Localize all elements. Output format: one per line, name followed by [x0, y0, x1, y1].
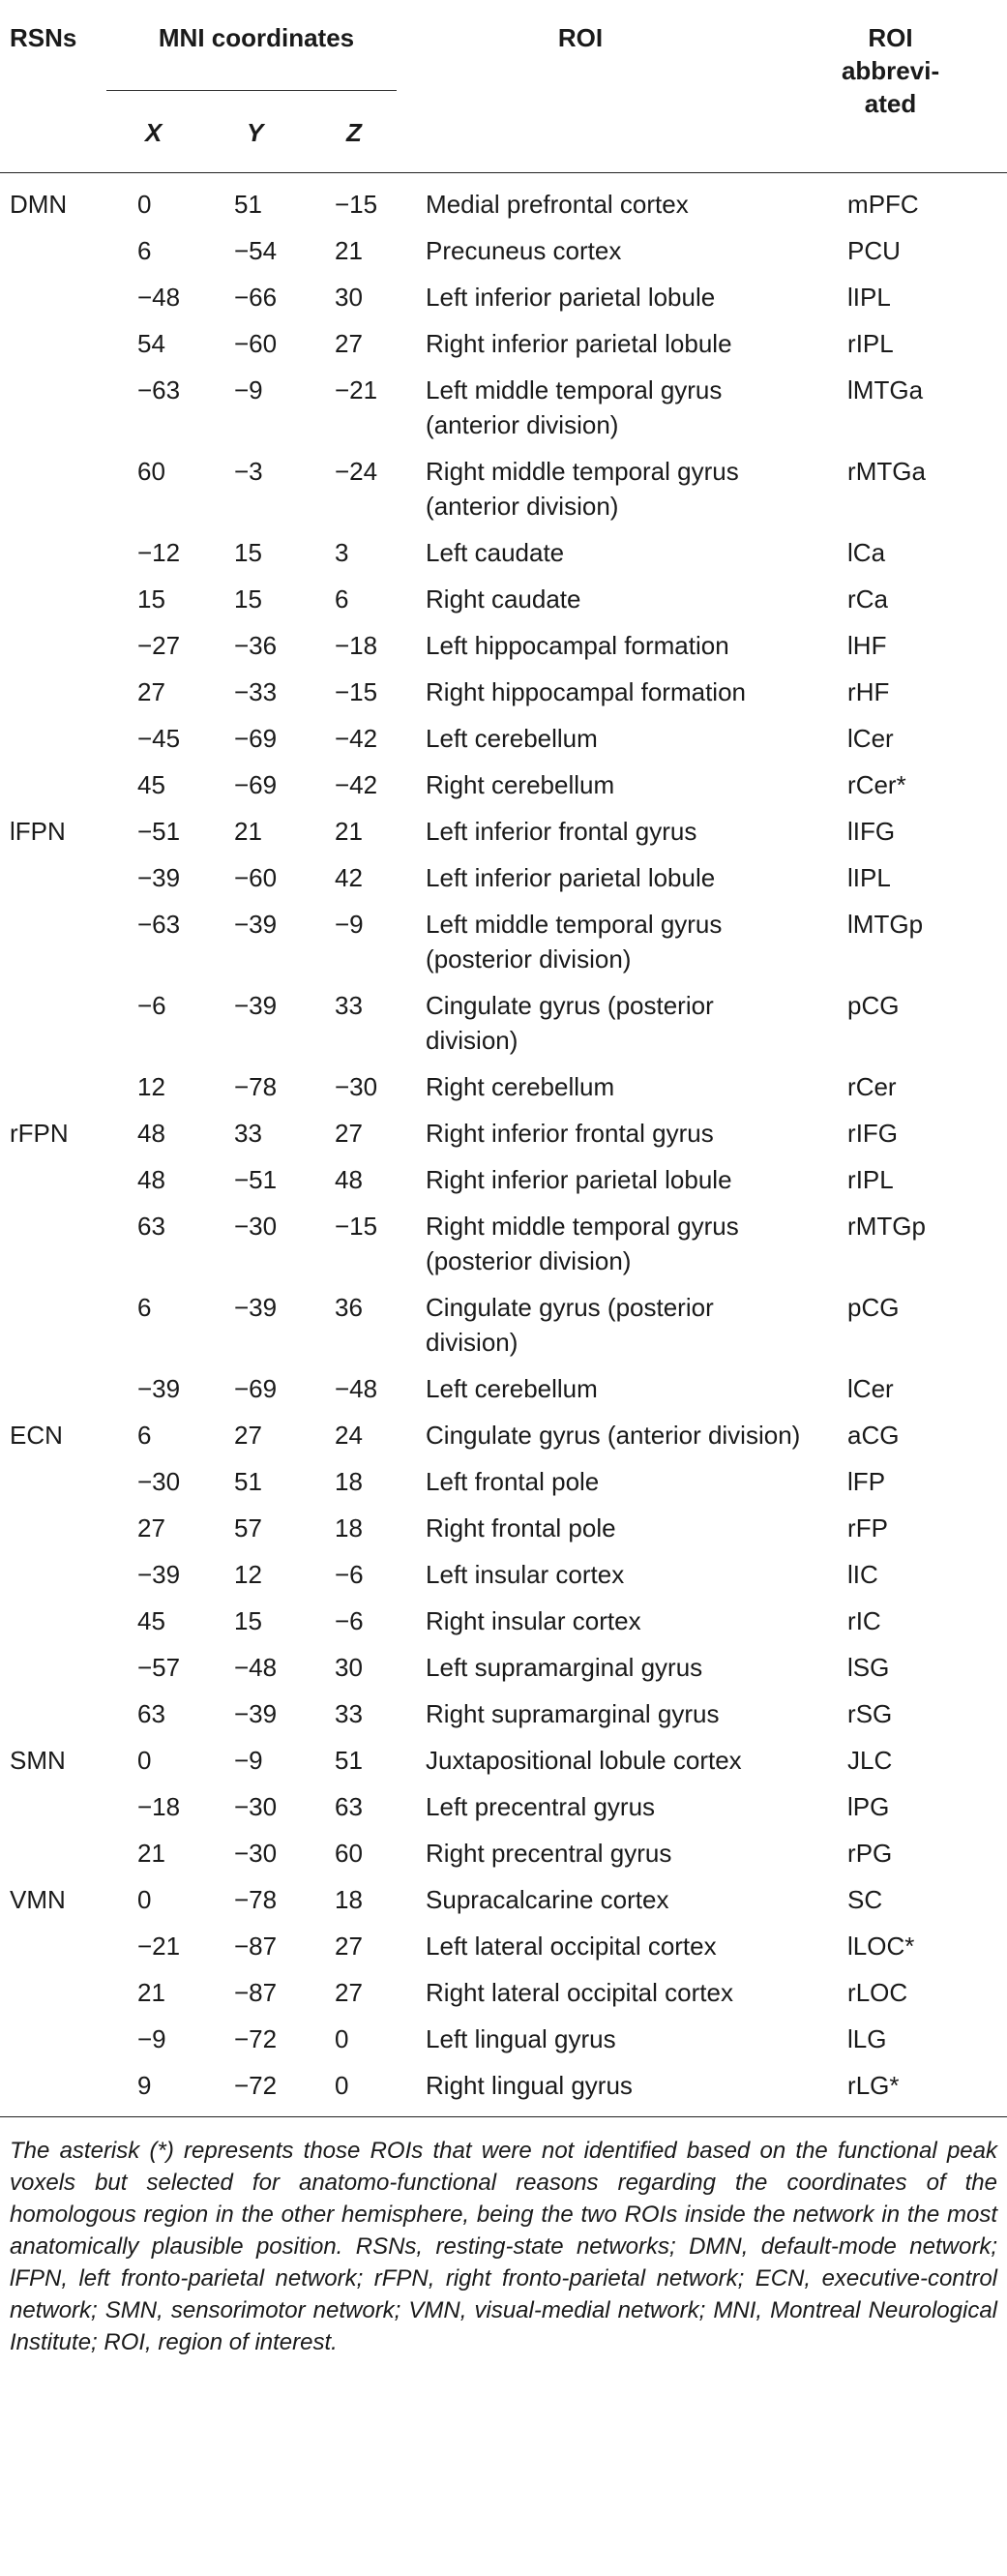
table-row — [0, 1551, 1007, 1598]
y-coordinate-cell: −78 — [234, 1885, 278, 1914]
roi-abbreviation-cell: lIPL — [847, 283, 891, 312]
table-row — [0, 1969, 1007, 2016]
table-row — [0, 854, 1007, 901]
rsn-cell — [0, 367, 106, 448]
header-roi-abbreviated — [813, 8, 1007, 173]
z-coordinate-cell: 24 — [335, 1421, 363, 1450]
table-row — [0, 1203, 1007, 1284]
rsn-cell: ECN — [10, 1421, 63, 1450]
roi-abbreviation-cell: lIPL — [847, 863, 891, 892]
table-row — [0, 2062, 1007, 2109]
header-z: Z — [346, 118, 362, 147]
table-row — [0, 1063, 1007, 1110]
table-row — [0, 1923, 1007, 1969]
y-coordinate-cell: 51 — [234, 1467, 262, 1496]
roi-name-cell: Medial prefrontal cortex — [426, 190, 689, 219]
x-coordinate-cell: 48 — [137, 1165, 165, 1194]
y-coordinate-cell: −9 — [234, 1746, 263, 1775]
roi-name-cell: Right middle temporal gyrus (posterior division) — [426, 1212, 739, 1275]
y-coordinate-cell: −33 — [234, 677, 278, 706]
x-coordinate-cell: −18 — [137, 1792, 181, 1821]
roi-name-cell: Juxtapositional lobule cortex — [426, 1746, 742, 1775]
roi-name-cell: Right hippocampal formation — [426, 677, 746, 706]
table-row — [0, 1598, 1007, 1644]
header-abbr-line1: ROI — [868, 23, 913, 52]
roi-abbreviation-cell: rSG — [847, 1699, 893, 1728]
rsn-cell — [0, 1505, 106, 1551]
table-row — [0, 448, 1007, 529]
rsn-cell — [0, 576, 106, 622]
table-row — [0, 808, 1007, 854]
rsn-cell — [0, 227, 106, 274]
roi-abbreviation-cell: pCG — [847, 1293, 900, 1322]
roi-name-cell: Left frontal pole — [426, 1467, 600, 1496]
header-mni-label: MNI coordinates — [158, 23, 355, 52]
roi-name-cell: Right insular cortex — [426, 1606, 641, 1635]
rsn-cell — [0, 1644, 106, 1691]
y-coordinate-cell: −39 — [234, 991, 278, 1020]
rsn-cell: lFPN — [10, 817, 66, 846]
y-coordinate-cell: −72 — [234, 2024, 278, 2053]
roi-name-cell: Left precentral gyrus — [426, 1792, 656, 1821]
z-coordinate-cell: −6 — [335, 1606, 364, 1635]
x-coordinate-cell: 15 — [137, 584, 165, 614]
z-coordinate-cell: 3 — [335, 538, 349, 567]
rsn-cell — [0, 715, 106, 762]
y-coordinate-cell: −9 — [234, 375, 263, 404]
z-coordinate-cell: 27 — [335, 1978, 363, 2007]
roi-name-cell: Right caudate — [426, 584, 581, 614]
y-coordinate-cell: −36 — [234, 631, 278, 660]
y-coordinate-cell: −39 — [234, 1293, 278, 1322]
roi-name-cell: Left lateral occipital cortex — [426, 1932, 717, 1961]
roi-name-cell: Right precentral gyrus — [426, 1839, 672, 1868]
x-coordinate-cell: 21 — [137, 1978, 165, 2007]
x-coordinate-cell: −48 — [137, 283, 181, 312]
roi-abbreviation-cell: PCU — [847, 236, 901, 265]
rsn-cell — [0, 1156, 106, 1203]
header-y: Y — [247, 118, 264, 147]
x-coordinate-cell: −27 — [137, 631, 181, 660]
y-coordinate-cell: 15 — [234, 538, 262, 567]
roi-abbreviation-cell: lHF — [847, 631, 887, 660]
z-coordinate-cell: 21 — [335, 236, 363, 265]
y-coordinate-cell: −60 — [234, 863, 278, 892]
roi-abbreviation-cell: mPFC — [847, 190, 919, 219]
table-row — [0, 762, 1007, 808]
roi-name-cell: Right supramarginal gyrus — [426, 1699, 720, 1728]
z-coordinate-cell: −24 — [335, 457, 378, 486]
roi-abbreviation-cell: rMTGp — [847, 1212, 926, 1241]
x-coordinate-cell: 63 — [137, 1699, 165, 1728]
header-x: X — [145, 118, 163, 147]
rsn-cell — [0, 448, 106, 529]
x-coordinate-cell: 60 — [137, 457, 165, 486]
roi-abbreviation-cell: JLC — [847, 1746, 893, 1775]
roi-abbreviation-cell: lCer — [847, 724, 894, 753]
y-coordinate-cell: −30 — [234, 1839, 278, 1868]
rsn-cell: DMN — [10, 190, 68, 219]
header-roi: ROI — [557, 23, 604, 52]
x-coordinate-cell: −63 — [137, 375, 181, 404]
rsn-cell — [0, 1365, 106, 1412]
y-coordinate-cell: −3 — [234, 457, 263, 486]
x-coordinate-cell: 6 — [137, 1293, 152, 1322]
z-coordinate-cell: −15 — [335, 677, 378, 706]
x-coordinate-cell: −21 — [137, 1932, 181, 1961]
x-coordinate-cell: −6 — [137, 991, 166, 1020]
table-row — [0, 529, 1007, 576]
x-coordinate-cell: −57 — [137, 1653, 181, 1682]
z-coordinate-cell: −15 — [335, 190, 378, 219]
y-coordinate-cell: −54 — [234, 236, 278, 265]
rsn-cell — [0, 2016, 106, 2062]
roi-abbreviation-cell: SC — [847, 1885, 883, 1914]
table-row — [0, 982, 1007, 1063]
rsn-cell — [0, 1284, 106, 1365]
roi-name-cell: Left supramarginal gyrus — [426, 1653, 703, 1682]
table-row — [0, 1110, 1007, 1156]
header-rsns: RSNs — [10, 23, 77, 52]
roi-name-cell: Right lateral occipital cortex — [426, 1978, 733, 2007]
x-coordinate-cell: −30 — [137, 1467, 181, 1496]
table-row — [0, 320, 1007, 367]
rsn-cell — [0, 1458, 106, 1505]
table-row — [0, 1412, 1007, 1458]
roi-name-cell: Left middle temporal gyrus (anterior division) — [426, 375, 723, 439]
table-row — [0, 1644, 1007, 1691]
table-row — [0, 1876, 1007, 1923]
roi-name-cell: Right inferior frontal gyrus — [426, 1119, 714, 1148]
y-coordinate-cell: −69 — [234, 724, 278, 753]
roi-name-cell: Cingulate gyrus (posterior division) — [426, 991, 714, 1055]
x-coordinate-cell: 9 — [137, 2071, 152, 2100]
table-row — [0, 1284, 1007, 1365]
x-coordinate-cell: 0 — [137, 1746, 152, 1775]
roi-name-cell: Supracalcarine cortex — [426, 1885, 669, 1914]
roi-abbreviation-cell: rPG — [847, 1839, 893, 1868]
rsn-cell — [0, 1969, 106, 2016]
roi-abbreviation-cell: rLOC — [847, 1978, 908, 2007]
roi-name-cell: Right frontal pole — [426, 1513, 616, 1543]
z-coordinate-cell: 21 — [335, 817, 363, 846]
x-coordinate-cell: −51 — [137, 817, 181, 846]
roi-abbreviation-cell: rIPL — [847, 1165, 894, 1194]
roi-name-cell: Left hippocampal formation — [426, 631, 729, 660]
z-coordinate-cell: 63 — [335, 1792, 363, 1821]
z-coordinate-cell: 27 — [335, 329, 363, 358]
z-coordinate-cell: 60 — [335, 1839, 363, 1868]
rsn-cell — [0, 854, 106, 901]
rsn-cell: SMN — [10, 1746, 66, 1775]
rsn-cell — [0, 529, 106, 576]
table-row — [0, 1830, 1007, 1876]
table-row — [0, 2016, 1007, 2062]
z-coordinate-cell: 18 — [335, 1467, 363, 1496]
roi-abbreviation-cell: lLG — [847, 2024, 887, 2053]
y-coordinate-cell: −72 — [234, 2071, 278, 2100]
rsn-cell — [0, 1691, 106, 1737]
z-coordinate-cell: 30 — [335, 1653, 363, 1682]
rsn-cell: VMN — [10, 1885, 66, 1914]
rsn-cell — [0, 2062, 106, 2109]
roi-name-cell: Right lingual gyrus — [426, 2071, 633, 2100]
z-coordinate-cell: −21 — [335, 375, 378, 404]
roi-abbreviation-cell: rIFG — [847, 1119, 899, 1148]
rsn-cell — [0, 1598, 106, 1644]
z-coordinate-cell: −30 — [335, 1072, 378, 1101]
y-coordinate-cell: −87 — [234, 1978, 278, 2007]
z-coordinate-cell: 18 — [335, 1885, 363, 1914]
x-coordinate-cell: 21 — [137, 1839, 165, 1868]
roi-abbreviation-cell: lCer — [847, 1374, 894, 1403]
z-coordinate-cell: 48 — [335, 1165, 363, 1194]
x-coordinate-cell: 27 — [137, 1513, 165, 1543]
y-coordinate-cell: 51 — [234, 190, 262, 219]
roi-name-cell: Left inferior frontal gyrus — [426, 817, 697, 846]
header-abbr-line3: ated — [864, 89, 917, 118]
roi-name-cell: Left caudate — [426, 538, 565, 567]
y-coordinate-cell: −30 — [234, 1792, 278, 1821]
table-row — [0, 227, 1007, 274]
z-coordinate-cell: −15 — [335, 1212, 378, 1241]
rsn-cell: rFPN — [10, 1119, 69, 1148]
y-coordinate-cell: 27 — [234, 1421, 262, 1450]
x-coordinate-cell: 6 — [137, 236, 152, 265]
roi-name-cell: Right inferior parietal lobule — [426, 329, 732, 358]
roi-abbreviation-cell: lMTGa — [847, 375, 924, 404]
rsn-cell — [0, 1551, 106, 1598]
roi-name-cell: Left inferior parietal lobule — [426, 863, 716, 892]
roi-abbreviation-cell: rMTGa — [847, 457, 926, 486]
roi-name-cell: Right middle temporal gyrus (anterior division) — [426, 457, 739, 521]
roi-name-cell: Cingulate gyrus (anterior division) — [426, 1421, 801, 1450]
roi-abbreviation-cell: lIC — [847, 1560, 878, 1589]
y-coordinate-cell: −60 — [234, 329, 278, 358]
rsn-cell — [0, 1923, 106, 1969]
z-coordinate-cell: −42 — [335, 770, 378, 799]
y-coordinate-cell: 57 — [234, 1513, 262, 1543]
table-row — [0, 1505, 1007, 1551]
y-coordinate-cell: −51 — [234, 1165, 278, 1194]
y-coordinate-cell: −69 — [234, 1374, 278, 1403]
table-row — [0, 367, 1007, 448]
table-row — [0, 576, 1007, 622]
y-coordinate-cell: −39 — [234, 910, 278, 939]
table-row — [0, 173, 1007, 228]
z-coordinate-cell: 0 — [335, 2024, 349, 2053]
rsn-cell — [0, 622, 106, 669]
table-row — [0, 274, 1007, 320]
roi-abbreviation-cell: lSG — [847, 1653, 890, 1682]
x-coordinate-cell: 48 — [137, 1119, 165, 1148]
x-coordinate-cell: 0 — [137, 190, 152, 219]
table-row — [0, 1691, 1007, 1737]
z-coordinate-cell: 30 — [335, 283, 363, 312]
x-coordinate-cell: −9 — [137, 2024, 166, 2053]
roi-name-cell: Left lingual gyrus — [426, 2024, 616, 2053]
roi-abbreviation-cell: rLG* — [847, 2071, 900, 2100]
roi-name-cell: Precuneus cortex — [426, 236, 622, 265]
table-row — [0, 1365, 1007, 1412]
x-coordinate-cell: 12 — [137, 1072, 165, 1101]
rsn-cell — [0, 901, 106, 982]
roi-abbreviation-cell: lPG — [847, 1792, 890, 1821]
roi-abbreviation-cell: aCG — [847, 1421, 900, 1450]
roi-abbreviation-cell: rFP — [847, 1513, 888, 1543]
x-coordinate-cell: −39 — [137, 1560, 181, 1589]
z-coordinate-cell: 42 — [335, 863, 363, 892]
rsn-cell — [0, 982, 106, 1063]
z-coordinate-cell: 27 — [335, 1932, 363, 1961]
x-coordinate-cell: −39 — [137, 863, 181, 892]
table-row — [0, 901, 1007, 982]
rsn-cell — [0, 1783, 106, 1830]
z-coordinate-cell: 18 — [335, 1513, 363, 1543]
x-coordinate-cell: 27 — [137, 677, 165, 706]
roi-name-cell: Left inferior parietal lobule — [426, 283, 716, 312]
roi-abbreviation-cell: lLOC* — [847, 1932, 915, 1961]
rsn-cell — [0, 274, 106, 320]
x-coordinate-cell: 54 — [137, 329, 165, 358]
table-row — [0, 669, 1007, 715]
z-coordinate-cell: 33 — [335, 991, 363, 1020]
z-coordinate-cell: 36 — [335, 1293, 363, 1322]
rsn-cell — [0, 1203, 106, 1284]
x-coordinate-cell: −45 — [137, 724, 181, 753]
x-coordinate-cell: 45 — [137, 1606, 165, 1635]
roi-abbreviation-cell: rIC — [847, 1606, 881, 1635]
roi-abbreviation-cell: lFP — [847, 1467, 886, 1496]
y-coordinate-cell: −78 — [234, 1072, 278, 1101]
z-coordinate-cell: −18 — [335, 631, 378, 660]
y-coordinate-cell: 15 — [234, 584, 262, 614]
z-coordinate-cell: 27 — [335, 1119, 363, 1148]
x-coordinate-cell: 63 — [137, 1212, 165, 1241]
y-coordinate-cell: 21 — [234, 817, 262, 846]
y-coordinate-cell: 12 — [234, 1560, 262, 1589]
y-coordinate-cell: −87 — [234, 1932, 278, 1961]
header-row — [0, 8, 1007, 95]
roi-name-cell: Left cerebellum — [426, 1374, 598, 1403]
rsn-cell — [0, 669, 106, 715]
roi-name-cell: Left cerebellum — [426, 724, 598, 753]
roi-abbreviation-cell: pCG — [847, 991, 900, 1020]
table-header — [0, 8, 1007, 173]
roi-name-cell: Cingulate gyrus (posterior division) — [426, 1293, 714, 1357]
roi-name-cell: Right cerebellum — [426, 1072, 615, 1101]
y-coordinate-cell: −39 — [234, 1699, 278, 1728]
roi-abbreviation-cell: rHF — [847, 677, 890, 706]
table-row — [0, 1156, 1007, 1203]
z-coordinate-cell: −9 — [335, 910, 364, 939]
y-coordinate-cell: 33 — [234, 1119, 262, 1148]
header-abbr-line2: abbrevi- — [841, 56, 940, 85]
z-coordinate-cell: −42 — [335, 724, 378, 753]
x-coordinate-cell: 0 — [137, 1885, 152, 1914]
roi-abbreviation-cell: lIFG — [847, 817, 896, 846]
header-mni-underline — [106, 90, 397, 91]
z-coordinate-cell: 51 — [335, 1746, 363, 1775]
x-coordinate-cell: 45 — [137, 770, 165, 799]
z-coordinate-cell: 33 — [335, 1699, 363, 1728]
rsn-cell — [0, 1830, 106, 1876]
header-mni-coordinates — [106, 8, 406, 95]
table-row — [0, 1783, 1007, 1830]
x-coordinate-cell: −12 — [137, 538, 181, 567]
table-row — [0, 1458, 1007, 1505]
table-body — [0, 173, 1007, 2110]
roi-abbreviation-cell: lCa — [847, 538, 886, 567]
z-coordinate-cell: −6 — [335, 1560, 364, 1589]
y-coordinate-cell: −69 — [234, 770, 278, 799]
roi-abbreviation-cell: rCer* — [847, 770, 906, 799]
z-coordinate-cell: 6 — [335, 584, 349, 614]
roi-abbreviation-cell: rCa — [847, 584, 888, 614]
z-coordinate-cell: −48 — [335, 1374, 378, 1403]
z-coordinate-cell: 0 — [335, 2071, 349, 2100]
y-coordinate-cell: 15 — [234, 1606, 262, 1635]
table-row — [0, 1737, 1007, 1783]
roi-name-cell: Left insular cortex — [426, 1560, 625, 1589]
rsn-cell — [0, 762, 106, 808]
x-coordinate-cell: 6 — [137, 1421, 152, 1450]
roi-name-cell: Right cerebellum — [426, 770, 615, 799]
table-row — [0, 622, 1007, 669]
y-coordinate-cell: −48 — [234, 1653, 278, 1682]
roi-name-cell: Left middle temporal gyrus (posterior division) — [426, 910, 723, 973]
table-row — [0, 715, 1007, 762]
roi-abbreviation-cell: lMTGp — [847, 910, 924, 939]
roi-coordinates-table — [0, 8, 1007, 2109]
roi-name-cell: Right inferior parietal lobule — [426, 1165, 732, 1194]
rsn-cell — [0, 320, 106, 367]
y-coordinate-cell: −66 — [234, 283, 278, 312]
roi-abbreviation-cell: rCer — [847, 1072, 897, 1101]
roi-abbreviation-cell: rIPL — [847, 329, 894, 358]
table-footnote: The asterisk (*) represents those ROIs that were not identified based on the functional peak voxels but selected for anatomo-functional reasons regarding the coordinates of the homologous region in the other hemisphere, being the two ROIs inside the network in the most anatomically plausible position. RSNs, resting-state networks; DMN, default-mode network; lFPN, left fronto-parietal network; rFPN, right fronto-parietal network; ECN, executive-control network; SMN, sensorimotor network; VMN, visual-medial network; MNI, Montreal Neurological Institute; ROI, region of interest. — [10, 2138, 997, 2355]
y-coordinate-cell: −30 — [234, 1212, 278, 1241]
x-coordinate-cell: −39 — [137, 1374, 181, 1403]
x-coordinate-cell: −63 — [137, 910, 181, 939]
rsn-cell — [0, 1063, 106, 1110]
